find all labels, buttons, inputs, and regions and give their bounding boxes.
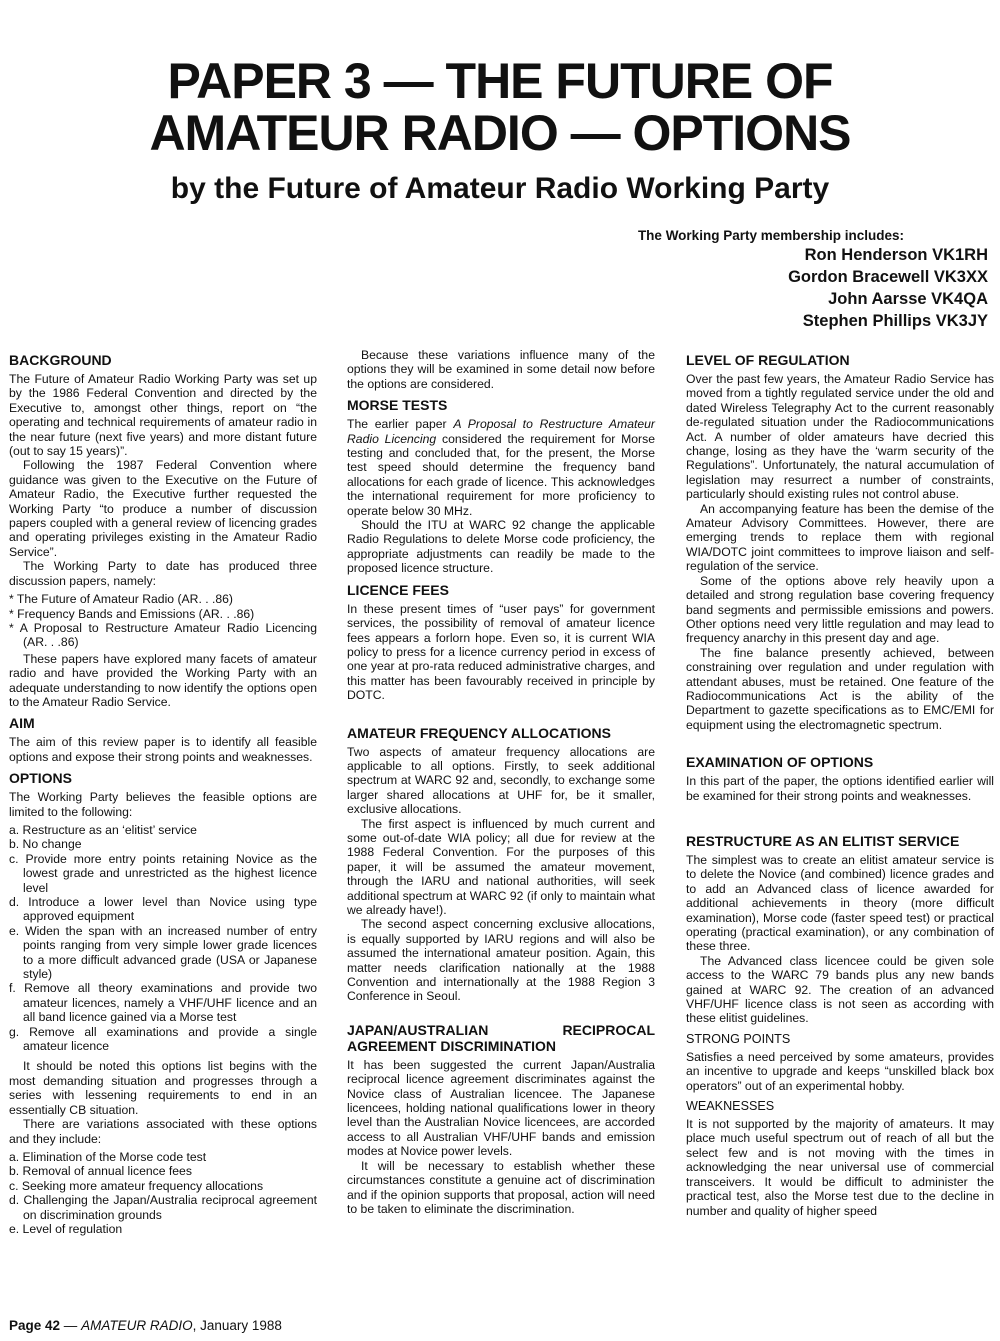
section-heading-frequency-allocations: AMATEUR FREQUENCY ALLOCATIONS bbox=[347, 724, 611, 741]
paragraph: It has been suggested the current Japan/Australia reciprocal licence agreement discriminates against the Novice class of Australian licencee. The Japanese licencees, holding national qualifications lower in theory level than the Australian Novice licencees, are accorded access to all Australian VHF/UHF bands and emission modes at Novice power levels. bbox=[347, 1057, 655, 1159]
subheading-weaknesses: WEAKNESSES bbox=[686, 1099, 775, 1114]
list-item: c. Provide more entry points retaining Novice as the lowest grade and unrestricted as the highest licence level bbox=[9, 851, 317, 895]
members-intro: The Working Party membership includes: bbox=[637, 228, 904, 243]
paragraph: It should be noted this options list begins with the most demanding situation and progresses through a series with lessening requirements to end in an essentially CB situation. bbox=[9, 1059, 317, 1117]
variations-list bbox=[9, 1150, 317, 1236]
list-item: b. Removal of annual licence fees bbox=[9, 1164, 192, 1179]
section-heading-examination-of-options: EXAMINATION OF OPTIONS bbox=[686, 754, 874, 771]
footer-dash: — bbox=[60, 1318, 82, 1333]
list-item: f. Remove all theory examinations and provide two amateur licences, namely a VHF/UHF licence and an all band licence gained via a Morse test bbox=[9, 981, 317, 1025]
paragraph: In these present times of “user pays” for government services, the possibility of removal of amateur licence fees appears a forlorn hope. Even so, it is current WIA policy to press for a licence currency period in excess of one year at pro-rata reduced administrative charges, and this matter has been favourably received in principle by DOTC. bbox=[347, 601, 655, 703]
section-heading-background: BACKGROUND bbox=[9, 352, 112, 368]
paragraph: Some of the options above rely heavily upon a detailed and strong regulation base covering frequency band segments and permissible emissions and powers. Other options need very little regulation and may lead to frequency anarchy in this present day and age. bbox=[686, 573, 994, 646]
paragraph: The second aspect concerning exclusive allocations, is equally supported by IARU regions and will also be assumed the international amateur position. Again, this matter needs clarification nationally at the 1988 Convention and internationally at the 1988 Region 3 Conference in Seoul. bbox=[347, 917, 655, 1004]
paragraph: In this part of the paper, the options identified earlier will be examined for their strong points and weaknesses. bbox=[686, 774, 994, 803]
paragraph: Over the past few years, the Amateur Radio Service has moved from a tightly regulated service under the old and dated Wireless Telegraphy Act to the current reasonably de-regulated situation under the Radiocommunications Act. A number of older amateurs have decried this change, losing as they have the ‘warm security of the Regulations”. Unfortunately, the natural accumulation of legislation may resurrect a number of constraints, particularly should existing rules not control abuse. bbox=[686, 372, 994, 502]
column-1 bbox=[9, 348, 317, 1238]
paragraph: Satisfies a need perceived by some amateurs, provides an incentive to upgrade and keeps “unskilled black box operators” out of an experimental hobby. bbox=[686, 1049, 994, 1093]
list-item: * The Future of Amateur Radio (AR. . .86) bbox=[9, 592, 233, 607]
paragraph: The Advanced class licencee could be given sole access to the WARC 79 bands plus any new bands gained at WARC 92. The creation of an advanced VHF/UHF licence class is not seen as according with these elitist guidelines. bbox=[686, 953, 994, 1026]
section-heading-options: OPTIONS bbox=[9, 770, 73, 787]
section-heading-morse-tests: MORSE TESTS bbox=[347, 397, 448, 414]
list-item: a. Restructure as an ‘elitist’ service bbox=[9, 822, 197, 837]
list-item: * Frequency Bands and Emissions (AR. . .86) bbox=[9, 606, 255, 621]
list-item: e. Widen the span with an increased number of entry points ranging from very simple lower grade licences to a more difficult advanced grade (USA or Japanese style) bbox=[9, 923, 317, 982]
options-list bbox=[9, 823, 317, 1054]
paragraph: It is not supported by the majority of amateurs. It may place much useful spectrum out of reach of all but the select few and is not moving with the times in acknowledging the near universal use of commercial transceivers. It would be difficult to administer the practical test, also the Morse test due to the decline in number and quality of higher speed bbox=[686, 1117, 994, 1218]
column-2 bbox=[347, 348, 655, 1216]
paragraph: The aim of this review paper is to identify all feasible options and expose their strong points and weaknesses. bbox=[9, 735, 317, 764]
paragraph: These papers have explored many facets of amateur radio and have provided the Working Party with an adequate understanding to now identify the options open to the Amateur Radio Service. bbox=[9, 651, 317, 709]
section-heading-japan-australia: JAPAN/AUSTRALIAN RECIPROCAL AGREEMENT DISCRIMINATION bbox=[347, 1021, 655, 1054]
page-footer bbox=[9, 1318, 282, 1333]
text-run: The earlier paper bbox=[347, 417, 454, 432]
paragraph: Should the ITU at WARC 92 change the applicable Radio Regulations to delete Morse code proficiency, the appropriate adjustments can readily be made to the proposed licence structure. bbox=[347, 518, 655, 576]
member-name: John Aarsse VK4QA bbox=[828, 290, 988, 308]
member-name: Gordon Bracewell VK3XX bbox=[788, 268, 988, 286]
page-number: Page 42 bbox=[9, 1318, 61, 1333]
section-heading-elitist-service: RESTRUCTURE AS AN ELITIST SERVICE bbox=[686, 832, 960, 849]
section-heading-licence-fees: LICENCE FEES bbox=[347, 581, 449, 598]
paragraph: Following the 1987 Federal Convention where guidance was given to the Executive on the Future of Amateur Radio, the Executive further requested the Working Party “to produce a number of discussion papers coupled with a general review of licencing grades and operating privileges existing in the Amateur Radio Service”. bbox=[9, 458, 317, 559]
list-item: e. Level of regulation bbox=[9, 1221, 123, 1236]
list-item: d. Challenging the Japan/Australia reciprocal agreement on discrimination grounds bbox=[9, 1193, 317, 1222]
page-subtitle: by the Future of Amateur Radio Working Party bbox=[170, 172, 830, 205]
list-item: a. Elimination of the Morse code test bbox=[9, 1149, 207, 1164]
page-title-line-2: AMATEUR RADIO — OPTIONS bbox=[149, 105, 851, 161]
working-party-members bbox=[638, 228, 988, 332]
column-3 bbox=[686, 348, 994, 1218]
paragraph bbox=[347, 417, 655, 518]
paper-title-reference: A Proposal to Restructure Amateur Radio Licencing bbox=[347, 417, 655, 446]
paragraph: An accompanying feature has been the demise of the Amateur Advisory Committees. However, there are emerging trends to replace them with regional WIA/DOTC joint committees to improve liaison and self-regulation of the service. bbox=[686, 501, 994, 574]
page-title-line-1: PAPER 3 — THE FUTURE OF bbox=[167, 53, 833, 109]
paragraph: The fine balance presently achieved, between constraining over regulation and under regulation with attendant abuses, must be retained. One feature of the Radiocommunications Act is the ability of the Department to gazette specifications as to EMC/EMI for equipment using the electromagnetic spectrum. bbox=[686, 645, 994, 732]
paragraph: There are variations associated with these options and they include: bbox=[9, 1117, 317, 1146]
list-item: g. Remove all examinations and provide a single amateur licence bbox=[9, 1024, 317, 1054]
paragraph: Two aspects of amateur frequency allocations are applicable to all options. Firstly, to seek additional spectrum at WARC 92 and, secondly, to exchange some larger shared allocations at UHF for, be it smaller, exclusive allocations. bbox=[347, 744, 655, 817]
section-heading-level-of-regulation: LEVEL OF REGULATION bbox=[686, 352, 850, 368]
magazine-name: AMATEUR RADIO bbox=[81, 1318, 193, 1333]
paragraph: The Working Party believes the feasible options are limited to the following: bbox=[9, 790, 317, 819]
section-heading-aim: AIM bbox=[9, 715, 35, 732]
subheading-strong-points: STRONG POINTS bbox=[686, 1031, 791, 1046]
member-name: Ron Henderson VK1RH bbox=[804, 246, 988, 264]
paragraph: It will be necessary to establish whether these circumstances constitute a genuine act of discrimination and if the opinion supports that proposal, action will need to be taken to eliminate the discrimination. bbox=[347, 1158, 655, 1216]
text-run: considered the requirement for Morse testing and concluded that, for the present, the Morse test speed should determine the frequency band allocations for each grade of licence. This acknowledges the international requirement for more proficiency to operate below 30 MHz. bbox=[347, 431, 655, 518]
issue-date: , January 1988 bbox=[192, 1318, 282, 1333]
list-item: d. Introduce a lower level than Novice using type approved equipment bbox=[9, 895, 317, 924]
paragraph: Because these variations influence many of the options they will be examined in some detail now before the options are considered. bbox=[347, 348, 655, 391]
discussion-papers-list bbox=[9, 592, 317, 650]
paragraph: The first aspect is influenced by much current and some out-of-date WIA policy; all due for review at the 1988 Federal Convention. For the purposes of this paper, it will be assumed the amateur movement, through the IARU and national authorities, will seek additional spectrum at WARC 92 (if only to maintain what we already have!). bbox=[347, 816, 655, 917]
paragraph: The simplest was to create an elitist amateur service is to delete the Novice (and combined) licence grades and to add an Advanced class of licence awarded for additional achievements in theory (more difficult examination), Morse code (faster speed test) or practical operating (practical examination), or any combination of these three. bbox=[686, 852, 994, 954]
paragraph: The Future of Amateur Radio Working Party was set up by the 1986 Federal Convention and directed by the Executive to, amongst other things, report on “the operating and technical requirements of amateur radio in the near future (next five years) and more distant future (out to say 15 years)”. bbox=[9, 372, 317, 459]
list-item: b. No change bbox=[9, 837, 82, 852]
list-item: c. Seeking more amateur frequency allocations bbox=[9, 1178, 264, 1193]
paragraph: The Working Party to date has produced three discussion papers, namely: bbox=[9, 559, 317, 588]
member-name: Stephen Phillips VK3JY bbox=[802, 312, 988, 330]
list-item: * A Proposal to Restructure Amateur Radio Licencing (AR. . .86) bbox=[9, 620, 317, 650]
